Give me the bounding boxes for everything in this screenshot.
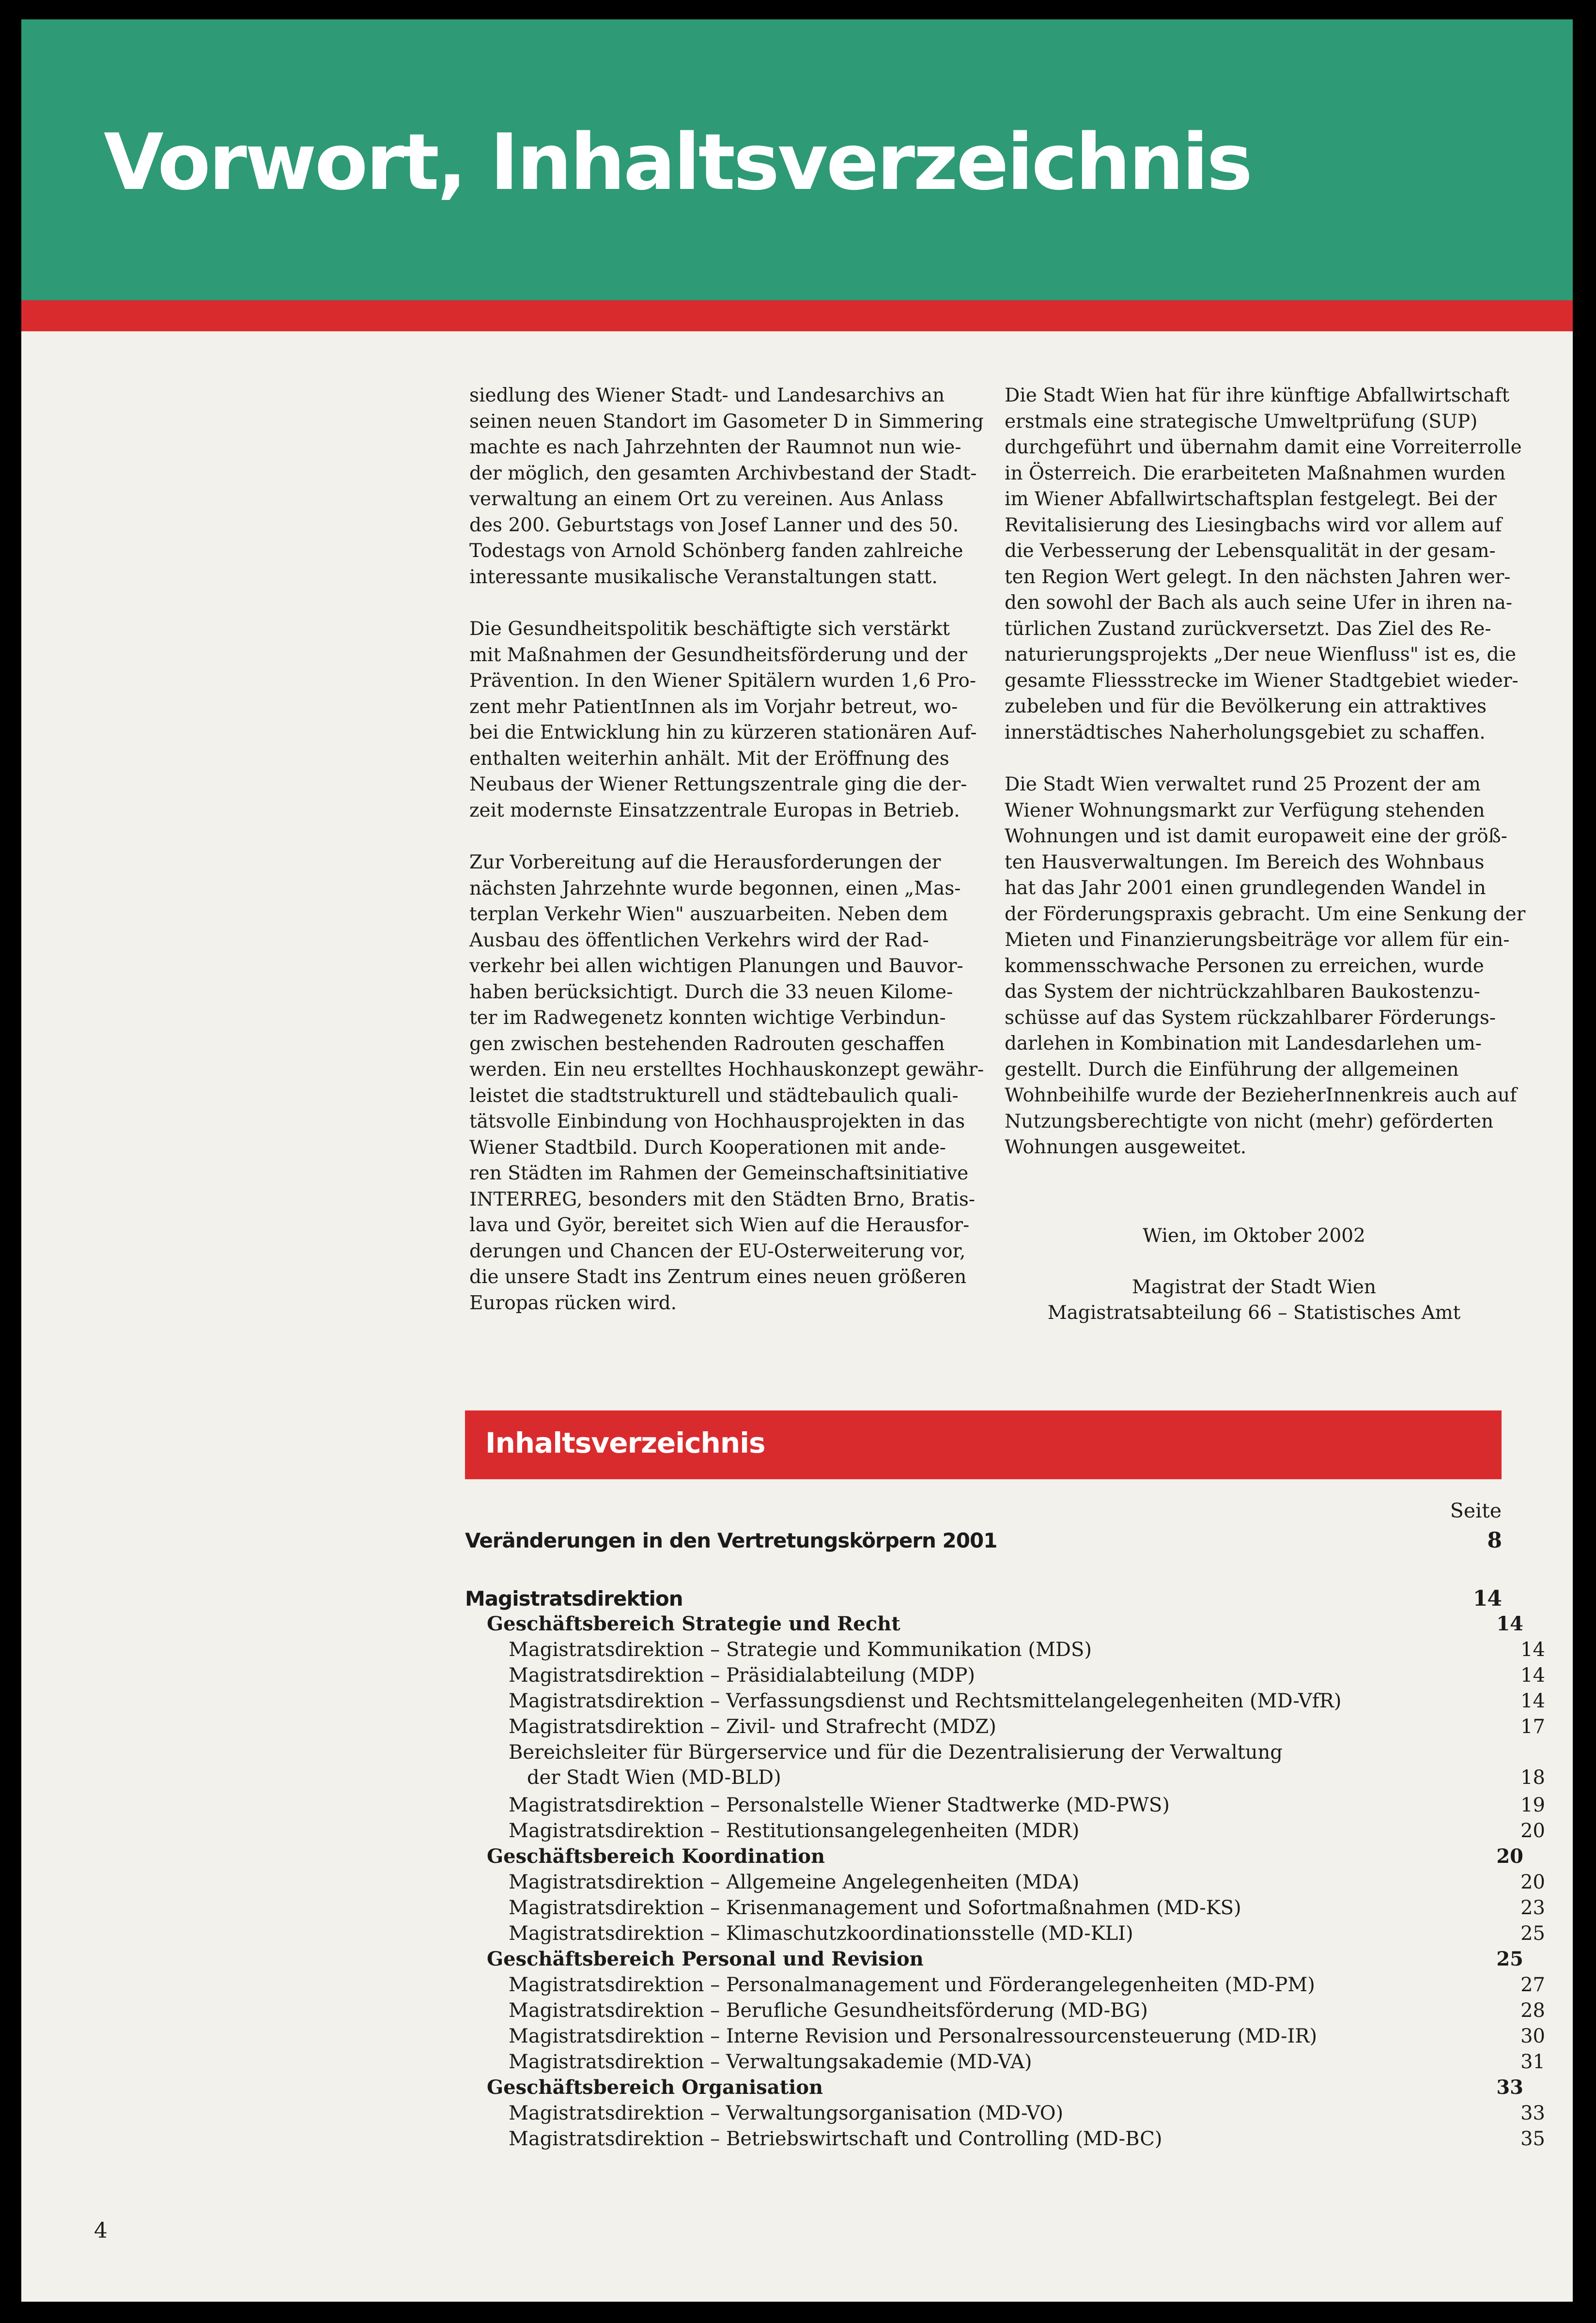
toc-entry-page: 14 [1472,1586,1502,1611]
text-line: der Förderungspraxis gebracht. Um eine Senkung der [1005,903,1526,925]
toc-entry[interactable] [465,1611,1523,1637]
toc-entry[interactable] [465,1740,1545,1790]
text-line: gen zwischen bestehenden Radrouten geschaffen [469,1033,945,1055]
toc-entry-title: Magistratsdirektion – Personalmanagement und Förderangelegenheiten (MD-PM) [509,1974,1315,1996]
text-line: den sowohl der Bach als auch seine Ufer in ihren na- [1005,592,1513,614]
page-number: 4 [94,2218,108,2243]
toc-entry-page: 14 [1520,1639,1545,1661]
toc-entry[interactable] [465,1688,1545,1714]
toc-entry-page: 33 [1496,2076,1523,2099]
text-line: siedlung des Wiener Stadt- und Landesarchivs an [469,385,945,406]
foreword-signature [1005,1223,1503,1326]
toc-entry-title: Veränderungen in den Vertretungskörpern 2001 [465,1529,997,1552]
toc-entry-title: Magistratsdirektion – Präsidialabteilung (MDP) [509,1664,975,1687]
text-line: hat das Jahr 2001 einen grundlegenden Wandel in [1005,877,1486,899]
text-line: die unsere Stadt ins Zentrum eines neuen größeren [469,1266,967,1288]
toc-entry-page: 14 [1520,1690,1545,1712]
text-line: im Wiener Abfallwirtschaftsplan festgelegt. Bei der [1005,488,1497,510]
toc-entry[interactable] [465,2049,1545,2075]
toc-entry-title: Magistratsdirektion [465,1587,683,1611]
text-line: leistet die stadtstrukturell und städtebaulich quali- [469,1084,959,1107]
text-line: INTERREG, besonders mit den Städten Brno, Bratis- [469,1188,976,1210]
text-line: gestellt. Durch die Einführung der allgemeinen [1005,1058,1459,1081]
toc-entry-title: Magistratsdirektion – Restitutionsangelegenheiten (MDR) [509,1820,1080,1842]
toc-entry-page: 20 [1520,1871,1545,1893]
toc-entry-title: Magistratsdirektion – Allgemeine Angelegenheiten (MDA) [509,1871,1080,1893]
text-line: darlehen in Kombination mit Landesdarlehen um- [1005,1033,1482,1054]
text-line: Wohnbeihilfe wurde der BezieherInnenkreis auch auf [1005,1084,1517,1106]
toc-entry[interactable] [465,1586,1502,1611]
text-line: nächsten Jahrzehnte wurde begonnen, einen „Mas- [469,877,961,899]
text-line: türlichen Zustand zurückversetzt. Das Ziel des Re- [1005,618,1491,640]
text-line: in Österreich. Die erarbeiteten Maßnahmen wurden [1005,462,1506,484]
text-line: innerstädtisches Naherholungsgebiet zu schaffen. [1005,721,1486,743]
toc-entry-page: 33 [1520,2102,1545,2124]
toc-entry-title: Magistratsdirektion – Verwaltungsakademie (MD-VA) [509,2051,1032,2073]
toc-entry[interactable] [465,1528,1502,1553]
signature-org-line-1: Magistrat der Stadt Wien [1131,1276,1377,1298]
text-line: Wiener Stadtbild. Durch Kooperationen mit ande- [469,1136,946,1159]
text-line: der möglich, den gesamten Archivbestand der Stadt- [469,462,977,484]
toc-entry[interactable] [465,2024,1545,2049]
text-line: werden. Ein neu erstelltes Hochhauskonzept gewähr- [469,1059,984,1081]
text-line: schüsse auf das System rückzahlbarer Förderungs- [1005,1007,1496,1029]
toc-entry-title-continued: der Stadt Wien (MD-BLD) [527,1766,781,1789]
toc-entry[interactable] [465,1844,1523,1869]
toc-entry[interactable] [465,1998,1545,2023]
toc-entry-title: Magistratsdirektion – Interne Revision und Personalressourcensteuerung (MD-IR) [509,2025,1317,2047]
text-line: mit Maßnahmen der Gesundheitsförderung und der [469,644,967,666]
text-line: erstmals eine strategische Umweltprüfung (SUP) [1005,410,1478,433]
text-line: interessante musikalische Veranstaltungen statt. [469,566,938,588]
toc-entry-page: 8 [1487,1528,1502,1553]
text-line: des 200. Geburtstags von Josef Lanner und des 50. [469,514,959,536]
toc-entry[interactable] [465,1870,1545,1895]
toc-entry-page: 23 [1520,1897,1545,1919]
toc-entry[interactable] [465,1714,1545,1739]
text-line: kommensschwache Personen zu erreichen, wurde [1005,955,1484,977]
toc-entry[interactable] [465,1972,1545,1998]
text-line: verwaltung an einem Ort zu vereinen. Aus Anlass [469,488,944,510]
toc-entry-page: 14 [1520,1664,1545,1687]
text-line: Todestags von Arnold Schönberg fanden zahlreiche [469,540,963,562]
foreword-left-column [469,383,984,1342]
toc-page-column-label: Seite [1450,1499,1502,1522]
text-line: enthalten weiterhin anhält. Mit der Eröffnung des [469,747,949,770]
text-line: Zur Vorbereitung auf die Herausforderungen der [469,852,941,873]
text-line: haben berücksichtigt. Durch die 33 neuen Kilome- [469,981,953,1003]
text-line: naturierungsprojekts „Der neue Wienfluss" ist es, die [1005,644,1517,666]
toc-entry[interactable] [465,1947,1523,1972]
text-line: ter im Radwegenetz konnten wichtige Verbindun- [469,1007,946,1029]
text-line: machte es nach Jahrzehnten der Raumnot nun wie- [469,436,961,458]
toc-entry-page: 30 [1520,2025,1545,2047]
toc-title: Inhaltsverzeichnis [485,1426,765,1459]
text-line: verkehr bei allen wichtigen Planungen und Bauvor- [469,955,963,977]
toc-entry-page: 31 [1520,2051,1545,2073]
document-page [21,19,1573,2302]
toc-entry-page: 20 [1496,1845,1523,1868]
text-line: Wohnungen und ist damit europaweit eine der größ- [1005,825,1507,847]
signature-place-date: Wien, im Oktober 2002 [1143,1225,1365,1247]
text-line: lava und Györ, bereitet sich Wien auf die Herausfor- [469,1214,970,1236]
text-line: gesamte Fliessstrecke im Wiener Stadtgebiet wieder- [1005,669,1519,692]
toc-entry[interactable] [465,2126,1545,2152]
toc-entry-page: 18 [1520,1766,1545,1789]
paragraph [469,383,984,590]
text-line: Europas rücken wird. [469,1292,677,1314]
text-line: Neubaus der Wiener Rettungszentrale ging die der- [469,774,967,795]
text-line: derungen und Chancen der EU-Osterweiterung vor, [469,1240,966,1262]
text-line: ten Hausverwaltungen. Im Bereich des Wohnbaus [1005,851,1485,873]
toc-entry[interactable] [465,1637,1545,1662]
text-line: durchgeführt und übernahm damit eine Vorreiterrolle [1005,436,1522,458]
toc-entry-page: 25 [1520,1922,1545,1945]
paragraph [1005,383,1522,745]
toc-entry-title: Magistratsdirektion – Zivil- und Strafrecht (MDZ) [509,1716,996,1738]
toc-entry[interactable] [465,1663,1545,1688]
page-title: Vorwort, Inhaltsverzeichnis [104,117,1251,207]
toc-entry-page: 17 [1520,1716,1545,1738]
paragraph [1005,772,1526,1161]
text-line: Mieten und Finanzierungsbeiträge vor allem für ein- [1005,929,1510,951]
toc-entry-page: 27 [1520,1974,1545,1996]
toc-entry-title: Magistratsdirektion – Verwaltungsorganisation (MD-VO) [509,2102,1064,2124]
toc-entry-title: Magistratsdirektion – Betriebswirtschaft und Controlling (MD-BC) [509,2128,1162,2150]
text-line: zubeleben und für die Bevölkerung ein attraktives [1005,696,1487,717]
text-line: seinen neuen Standort im Gasometer D in Simmering [469,410,984,433]
text-line: zent mehr PatientInnen als im Vorjahr betreut, wo- [469,696,958,718]
toc-entry[interactable] [465,2101,1545,2126]
toc-entry-title: Geschäftsbereich Personal und Revision [487,1948,924,1970]
text-line: ten Region Wert gelegt. In den nächsten Jahren wer- [1005,566,1511,588]
toc-entry[interactable] [465,2075,1523,2100]
text-line: ren Städten im Rahmen der Gemeinschaftsinitiative [469,1162,969,1184]
text-line: Wiener Wohnungsmarkt zur Verfügung stehenden [1005,799,1485,821]
text-line: Ausbau des öffentlichen Verkehrs wird der Rad- [469,929,929,951]
toc-entry-title: Magistratsdirektion – Krisenmanagement und Sofortmaßnahmen (MD-KS) [509,1897,1241,1919]
toc-header-bar [465,1410,1502,1479]
toc-entry-page: 25 [1496,1948,1523,1970]
text-line: Die Stadt Wien verwaltet rund 25 Prozent der am [1005,774,1481,795]
text-line: bei die Entwicklung hin zu kürzeren stationären Auf- [469,722,977,743]
paragraph [469,616,977,823]
foreword-right-column [1005,383,1526,1187]
toc-entry[interactable] [465,1793,1545,1818]
toc-entry-title: Geschäftsbereich Strategie und Recht [487,1612,900,1635]
toc-entry-title: Magistratsdirektion – Strategie und Kommunikation (MDS) [509,1639,1092,1661]
text-line: Wohnungen ausgeweitet. [1005,1136,1247,1158]
toc-entry-page: 20 [1520,1820,1545,1842]
text-line: die Verbesserung der Lebensqualität in der gesam- [1005,540,1496,562]
toc-entry[interactable] [465,1895,1545,1920]
paragraph [469,850,984,1316]
toc-entry-title: Bereichsleiter für Bürgerservice und für die Dezentralisierung der Verwaltung [509,1741,1283,1764]
toc-entry-title: Magistratsdirektion – Verfassungsdienst und Rechtsmittelangelegenheiten (MD-VfR) [509,1690,1342,1712]
text-line: zeit modernste Einsatzzentrale Europas in Betrieb. [469,799,960,821]
toc-entry[interactable] [465,1818,1545,1843]
text-line: terplan Verkehr Wien" auszuarbeiten. Neben dem [469,903,948,925]
toc-entry-title: Magistratsdirektion – Klimaschutzkoordinationsstelle (MD-KLI) [509,1922,1133,1945]
text-line: tätsvolle Einbindung von Hochhausprojekten in das [469,1111,965,1132]
header-banner [21,19,1573,300]
toc-entry-page: 14 [1496,1612,1523,1635]
toc-entry[interactable] [465,1921,1545,1946]
toc-entry-title: Geschäftsbereich Organisation [487,2076,823,2099]
text-line: Die Gesundheitspolitik beschäftigte sich verstärkt [469,618,950,640]
toc-entry-title: Geschäftsbereich Koordination [487,1845,825,1868]
text-line: Nutzungsberechtigte von nicht (mehr) geförderten [1005,1110,1494,1132]
text-line: Die Stadt Wien hat für ihre künftige Abfallwirtschaft [1005,385,1510,406]
text-line: das System der nichtrückzahlbaren Baukostenzu- [1005,981,1480,1003]
toc-entry-page: 28 [1520,1999,1545,2022]
signature-org-line-2: Magistratsabteilung 66 – Statistisches Amt [1047,1302,1461,1324]
header-red-stripe [21,300,1573,331]
toc-entry-page: 19 [1520,1794,1545,1816]
text-line: Revitalisierung des Liesingbachs wird vor allem auf [1005,514,1502,536]
toc-entry-title: Magistratsdirektion – Berufliche Gesundheitsförderung (MD-BG) [509,1999,1148,2022]
text-line: Prävention. In den Wiener Spitälern wurden 1,6 Pro- [469,670,976,692]
toc-entry-page: 35 [1520,2128,1545,2150]
toc-entry-title: Magistratsdirektion – Personalstelle Wiener Stadtwerke (MD-PWS) [509,1794,1170,1816]
